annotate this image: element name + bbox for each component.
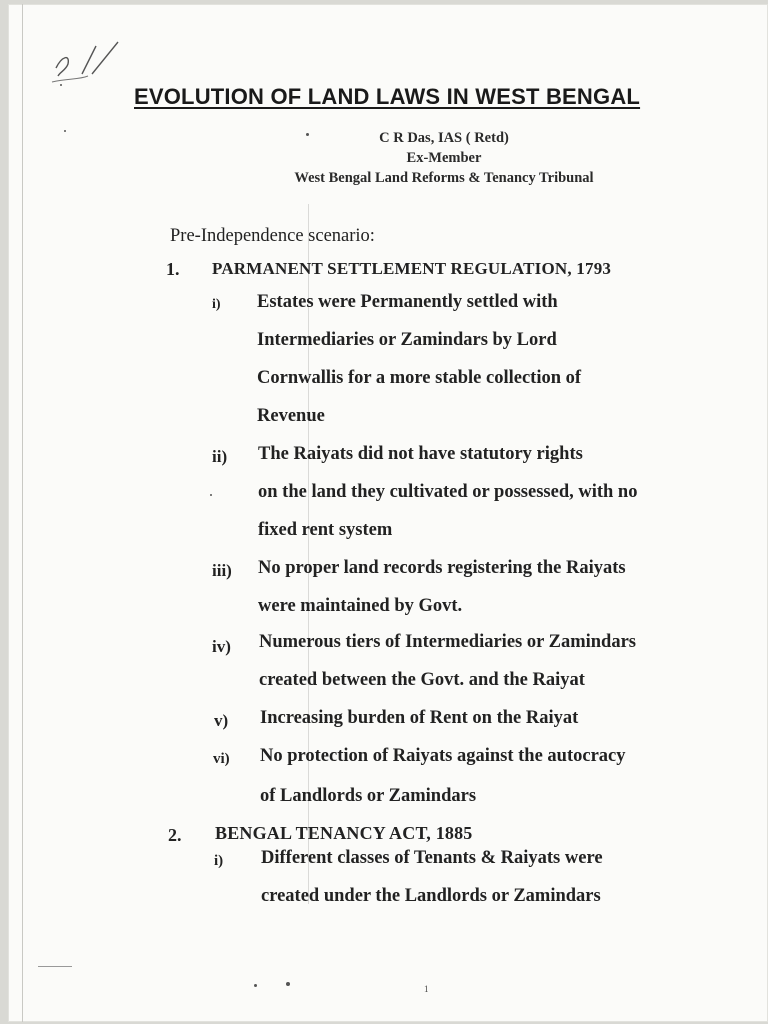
- speck: [254, 984, 257, 987]
- item-marker: v): [214, 711, 229, 730]
- item-line: Increasing burden of Rent on the Raiyat: [260, 708, 579, 728]
- author-org: West Bengal Land Reforms & Tenancy Tribunal: [294, 170, 594, 186]
- item-line: were maintained by Govt.: [258, 596, 463, 616]
- author-name: C R Das, IAS ( Retd): [379, 130, 509, 146]
- item-marker: iii): [212, 561, 232, 580]
- item-line: The Raiyats did not have statutory rights: [258, 444, 583, 464]
- item-marker: i): [212, 297, 221, 312]
- section-heading: BENGAL TENANCY ACT, 1885: [215, 823, 473, 843]
- page-number: 1: [424, 984, 429, 994]
- scan-mark: [38, 966, 72, 967]
- speck: [286, 982, 290, 986]
- speck: [210, 494, 212, 496]
- speck: [60, 84, 62, 86]
- item-line: Revenue: [257, 406, 325, 426]
- handwritten-mark-icon: [48, 38, 138, 88]
- item-marker: ii): [212, 447, 228, 466]
- section-number: 2.: [168, 825, 182, 845]
- document-title: EVOLUTION OF LAND LAWS IN WEST BENGAL: [134, 84, 641, 109]
- item-marker: iv): [212, 637, 231, 656]
- item-line: of Landlords or Zamindars: [260, 786, 477, 806]
- item-line: created between the Govt. and the Raiyat: [259, 670, 585, 690]
- item-line: No proper land records registering the Raiyats: [258, 558, 626, 578]
- item-line: No protection of Raiyats against the autocracy: [260, 746, 626, 766]
- intro-heading: Pre-Independence scenario:: [170, 226, 375, 246]
- item-line: Estates were Permanently settled with: [257, 292, 558, 312]
- item-line: Numerous tiers of Intermediaries or Zamindars: [259, 632, 636, 652]
- author-role: Ex-Member: [406, 150, 482, 166]
- item-line: fixed rent system: [258, 520, 393, 540]
- item-marker: vi): [213, 751, 230, 767]
- section-heading: PARMANENT SETTLEMENT REGULATION, 1793: [212, 259, 612, 278]
- item-line: created under the Landlords or Zamindars: [261, 886, 601, 906]
- section-number: 1.: [166, 259, 180, 279]
- item-line: Intermediaries or Zamindars by Lord: [257, 330, 557, 350]
- item-marker: i): [214, 853, 224, 869]
- item-line: Different classes of Tenants & Raiyats were: [261, 848, 603, 868]
- item-line: Cornwallis for a more stable collection of: [257, 368, 582, 388]
- item-line: on the land they cultivated or possessed, with no: [258, 482, 638, 502]
